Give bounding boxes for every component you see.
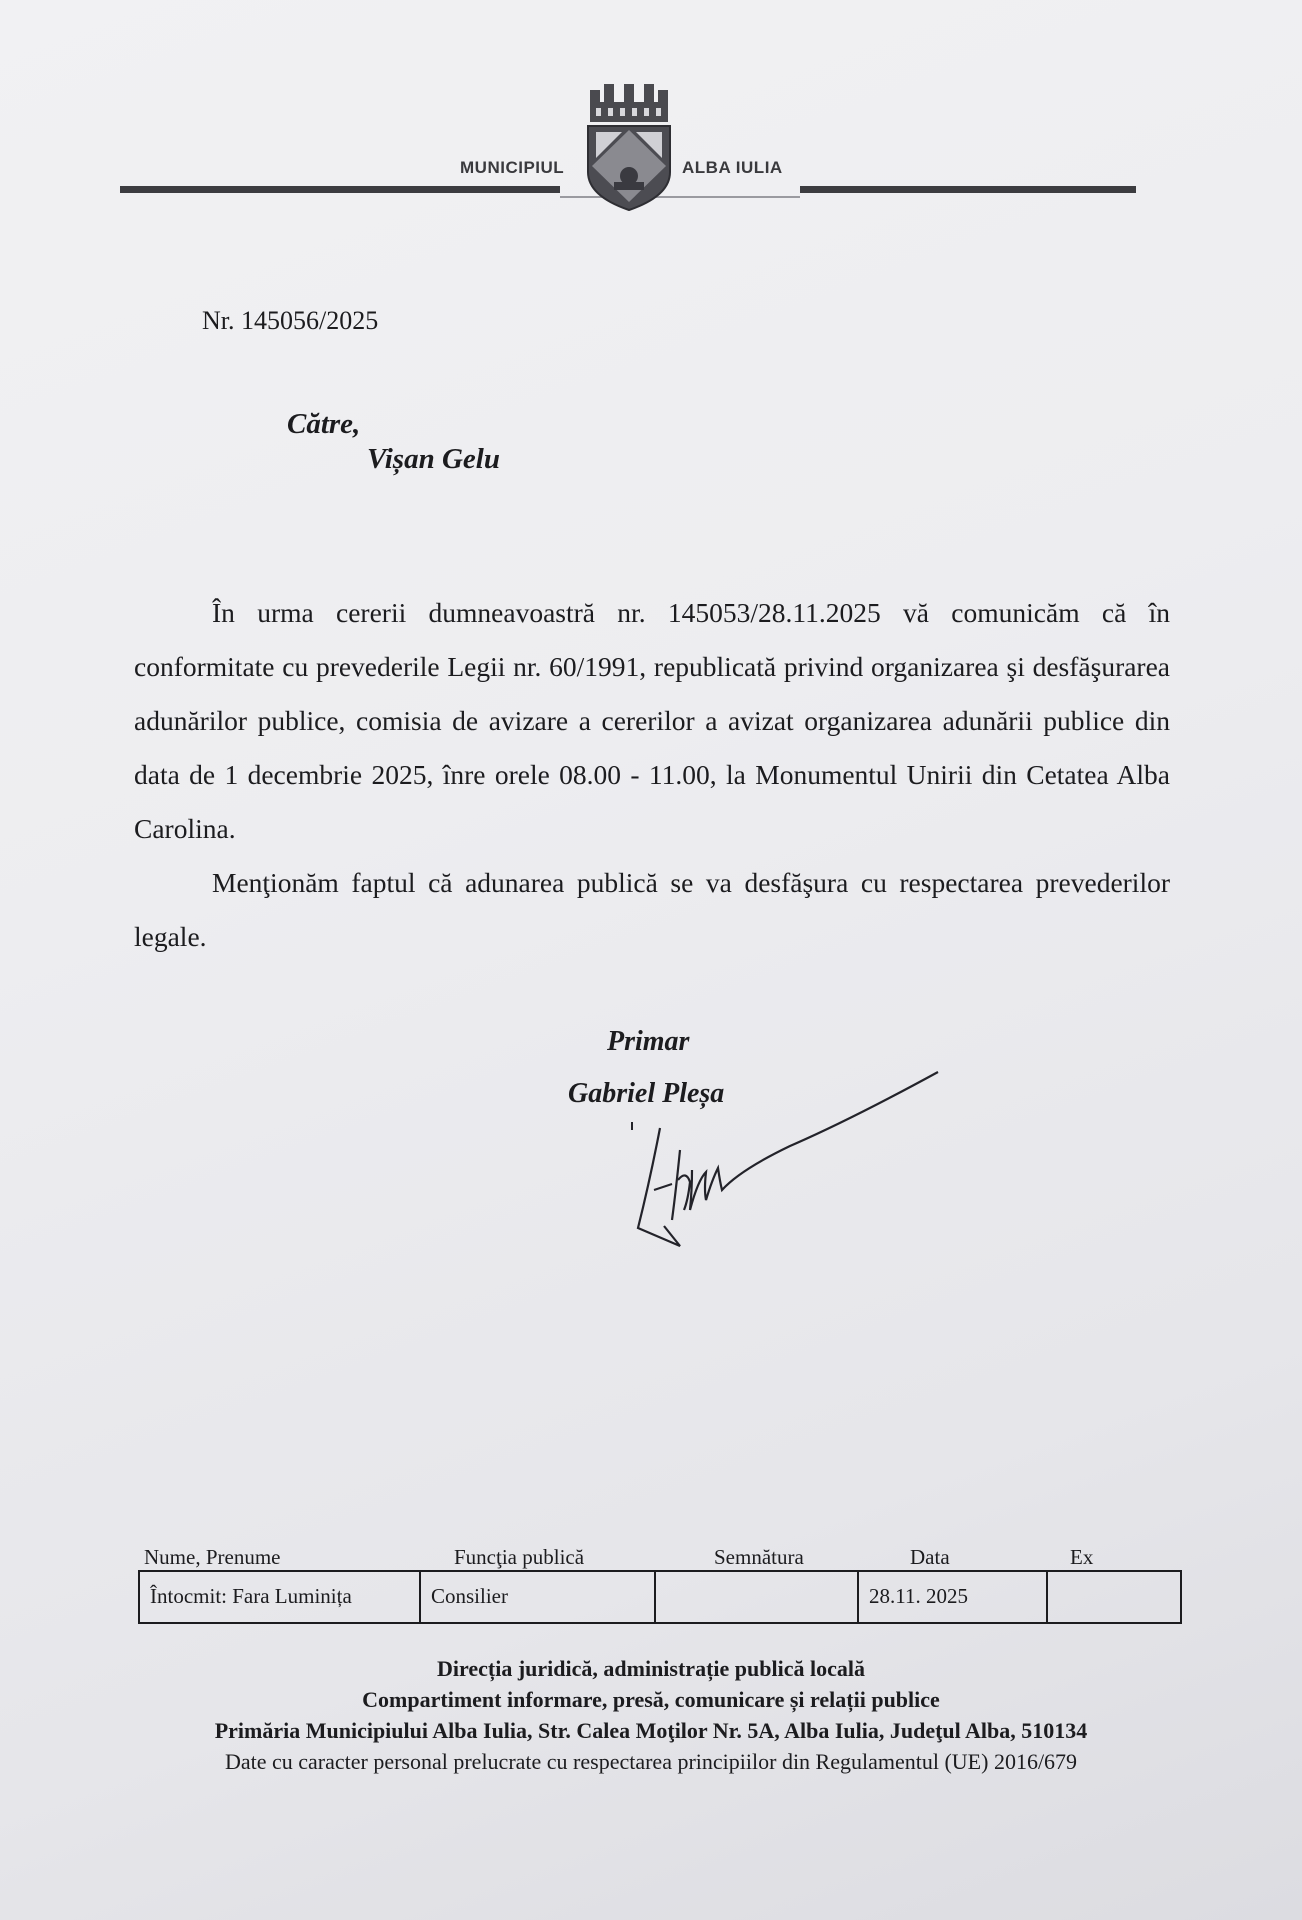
header-rule-right <box>800 186 1136 193</box>
table-cell-function: Consilier <box>421 1572 656 1622</box>
signer-title: Primar <box>607 1026 690 1057</box>
table-cell-date: 28.11. 2025 <box>859 1572 1048 1622</box>
body-paragraph-1-text: În urma cererii dumneavoastră nr. 145053/28.11.2025 vă comunicăm că în conformitate cu prevederile Legii nr. 60/1991, republicată privind organizarea şi desfăşurarea adunărilor publice, comisia de avizare a cererilor a avizat organizarea adunării publice din data de 1 decembrie 2025, înre orele 08.00 - 11.00, la Monumentul Unirii din Cetatea Alba Carolina. <box>134 597 1170 844</box>
body-paragraph-2-text: Menţionăm faptul că adunarea publică se va desfăşura cu respectarea prevederilor legale. <box>134 867 1170 952</box>
header-city: ALBA IULIA <box>682 158 783 177</box>
table-header-ex: Ex <box>1070 1545 1094 1569</box>
header-municipiul: MUNICIPIUL <box>460 158 565 177</box>
handwritten-signature <box>620 1060 940 1260</box>
registration-number: Nr. 145056/2025 <box>202 306 379 335</box>
footer-address: Primăria Municipiului Alba Iulia, Str. Calea Moţilor Nr. 5A, Alba Iulia, Judeţul Alba, 510134 <box>214 1718 1088 1743</box>
signer-name: Gabriel Pleșa <box>568 1078 725 1109</box>
addressee-label: Către, <box>287 408 361 440</box>
footer-department: Direcția juridică, administrație publică locală <box>437 1656 865 1681</box>
table-header-signature: Semnătura <box>714 1545 804 1569</box>
coat-of-arms-icon <box>582 84 676 212</box>
table-header-name: Nume, Prenume <box>144 1545 281 1569</box>
table-header-function: Funcţia publică <box>454 1545 585 1569</box>
header-rule-left <box>120 186 560 193</box>
table-cell-signature <box>656 1572 859 1622</box>
table-cell-ex <box>1048 1572 1180 1622</box>
table-cell-name: Întocmit: Fara Luminița <box>140 1572 421 1622</box>
footer-gdpr-notice: Date cu caracter personal prelucrate cu respectarea principiilor din Regulamentul (UE) 2016/679 <box>224 1749 1078 1774</box>
approval-table <box>138 1570 1182 1624</box>
recipient-name: Vișan Gelu <box>367 443 500 475</box>
footer-compartment: Compartiment informare, presă, comunicare și relații publice <box>362 1687 940 1712</box>
body-paragraph-1 <box>134 586 1170 856</box>
body-paragraph-2 <box>134 856 1170 964</box>
table-header-date: Data <box>910 1545 950 1569</box>
